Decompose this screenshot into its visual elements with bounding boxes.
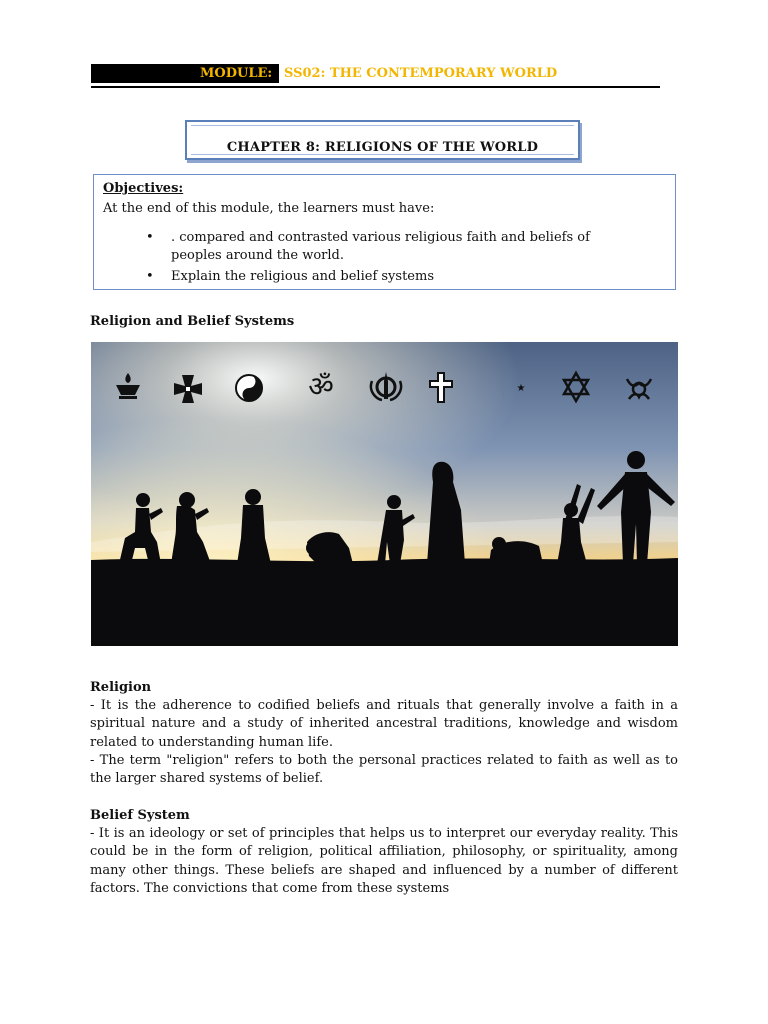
- module-label: MODULE:: [200, 66, 273, 81]
- belief-system-definition: [90, 825, 678, 898]
- objective-text: Explain the religious and belief systems: [171, 269, 434, 284]
- religion-definition: [90, 697, 678, 788]
- objectives-heading: Objectives:: [103, 181, 184, 196]
- svg-text:★: ★: [516, 383, 526, 394]
- list-item: [146, 229, 631, 265]
- belief-system-paragraph-1: - It is an ideology or set of principles that helps us to interpret our everyday reality. This could be in the form of religion, political affiliation, philosophy, or spirituality, among many other things. These beliefs are shaped and influenced by a number of different factors. The convictions that come from these systems: [90, 826, 678, 896]
- objectives-intro: At the end of this module, the learners must have:: [103, 201, 435, 216]
- bullet-icon: •: [146, 269, 154, 284]
- religion-paragraph-2: - The term "religion" refers to both the personal practices related to faith as well as to the larger shared systems of belief.: [90, 752, 678, 787]
- list-item: [146, 268, 631, 286]
- chapter-title-box: [185, 120, 580, 160]
- objectives-box: [93, 174, 676, 290]
- yin-yang-icon: [236, 375, 262, 401]
- bullet-icon: •: [146, 230, 154, 245]
- belief-system-heading: Belief System: [90, 808, 190, 823]
- objectives-list: [146, 229, 631, 286]
- header-divider: [91, 86, 660, 88]
- om-icon: [308, 370, 334, 403]
- section-heading: Religion and Belief Systems: [90, 314, 295, 329]
- objective-text: . compared and contrasted various religious faith and beliefs of peoples around the world.: [171, 230, 590, 263]
- religion-heading: Religion: [90, 680, 152, 695]
- svg-text:ॐ: ॐ: [308, 370, 334, 403]
- religions-silhouette-image: [91, 342, 678, 646]
- module-title: SS02: THE CONTEMPORARY WORLD: [284, 66, 558, 81]
- religion-paragraph-1: - It is the adherence to codified beliefs and rituals that generally involve a faith in a spiritual nature and a study of inherited ancestral traditions, knowledge and wisdom related to understanding human life.: [90, 698, 678, 750]
- chapter-title: CHAPTER 8: RELIGIONS OF THE WORLD: [226, 140, 539, 155]
